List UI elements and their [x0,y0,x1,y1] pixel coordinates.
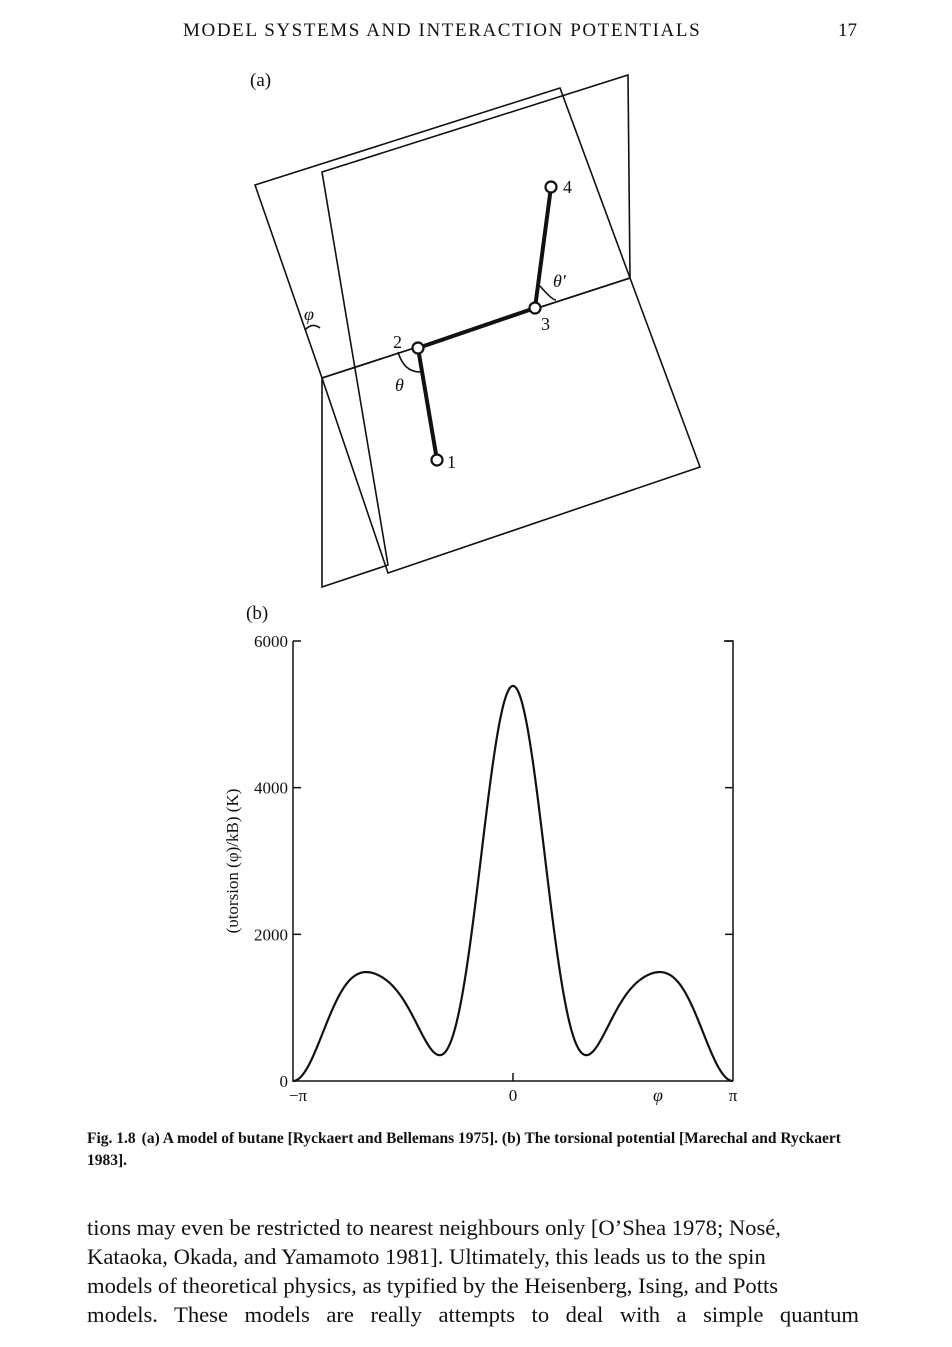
body-line: Kataoka, Okada, and Yamamoto 1981]. Ultimately, this leads us to the spin [87,1244,766,1269]
theta-label: θ [395,375,404,395]
panel-label-b: (b) [246,603,269,624]
phi-label: φ [304,304,314,324]
running-title: MODEL SYSTEMS AND INTERACTION POTENTIALS [183,20,702,41]
body-line: models of theoretical physics, as typified by the Heisenberg, Ising, and Potts [87,1273,779,1298]
body-text [87,1213,859,1329]
atom-label-3: 3 [541,314,550,334]
caption-text: (a) A model of butane [Ryckaert and Bellemans 1975]. (b) The torsional potential [Marechal and Ryckaert 1983]. [87,1130,841,1169]
atom-label-1: 1 [447,452,456,472]
x-axis-label: φ [653,1085,663,1105]
figure-caption [87,1128,859,1172]
y-axis-label: (υtorsion (φ)/kB) (K) [223,788,242,934]
panel-label-a: (a) [250,70,272,91]
x-tick-label: −π [288,1086,308,1105]
chart-frame-right [724,641,733,1081]
theta-prime-label: θ′ [553,271,566,291]
atom-label-4: 4 [563,177,572,197]
y-tick-label: 0 [279,1072,288,1091]
y-tick-label: 4000 [254,778,288,798]
x-tick-label: 0 [508,1086,518,1105]
y-tick-label: 6000 [254,632,288,651]
page-number: 17 [838,20,857,41]
body-line: models. These models are really attempts to deal with a simple quantum [87,1302,859,1327]
chart-frame-left [293,641,733,1081]
y-tick-label: 2000 [254,925,288,945]
atom-label-2: 2 [393,332,402,352]
caption-label: Fig. 1.8 [87,1130,136,1147]
torsion-potential-line [293,686,733,1081]
body-line: tions may even be restricted to nearest neighbours only [O’Shea 1978; Nosé, [87,1215,781,1240]
x-tick-label: π [728,1086,738,1105]
